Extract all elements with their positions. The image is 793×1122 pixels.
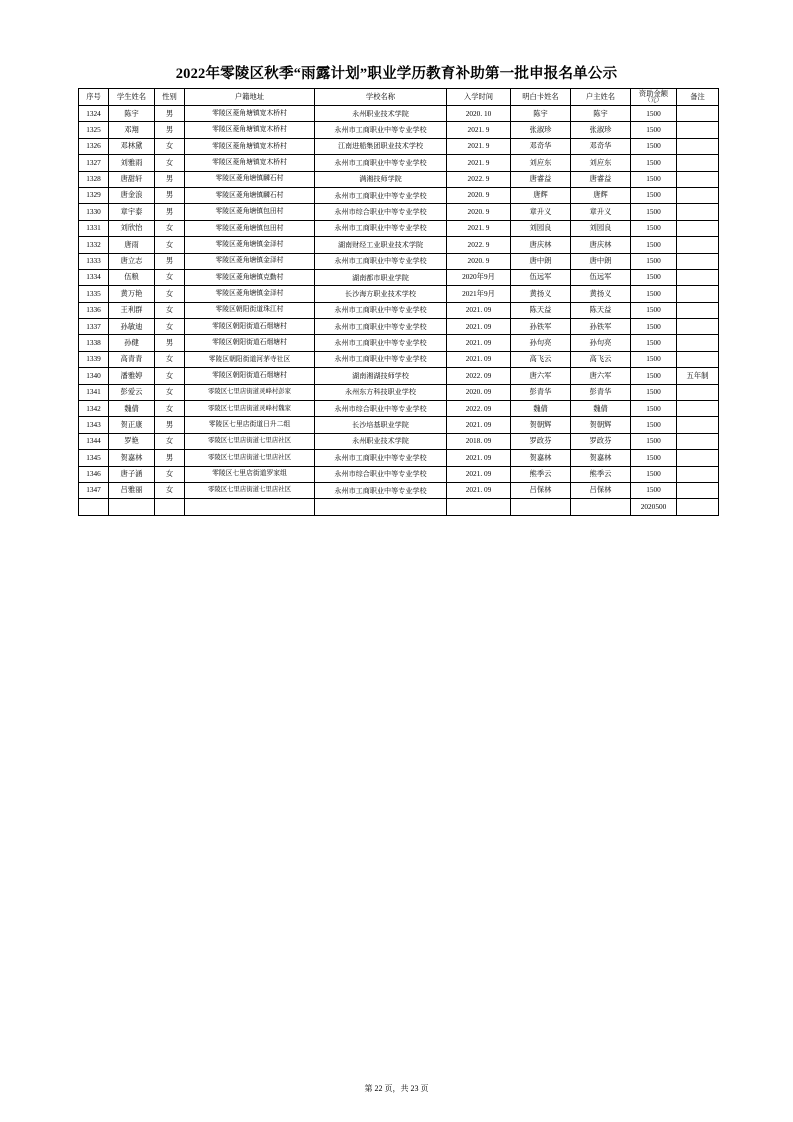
cell-amount: 1500 bbox=[631, 220, 677, 236]
cell-student-name: 潘雅婷 bbox=[109, 368, 155, 384]
cell-student-name: 唐子涵 bbox=[109, 466, 155, 482]
cell-address: 零陵区七里店街道灵峰村彭家 bbox=[185, 384, 315, 400]
column-header-seq: 序号 bbox=[79, 89, 109, 106]
cell-gender: 男 bbox=[155, 450, 185, 466]
cell-amount: 1500 bbox=[631, 319, 677, 335]
cell-seq: 1328 bbox=[79, 171, 109, 187]
table-row bbox=[79, 450, 719, 466]
cell-enrollment-date: 2020年9月 bbox=[447, 269, 511, 285]
cell-gender: 女 bbox=[155, 220, 185, 236]
cell-school: 永州市工商职业中等专业学校 bbox=[315, 319, 447, 335]
cell-enrollment-date: 2020. 09 bbox=[447, 384, 511, 400]
cell-remark bbox=[677, 286, 719, 302]
cell-school: 永州市工商职业中等专业学校 bbox=[315, 187, 447, 203]
cell-seq: 1343 bbox=[79, 417, 109, 433]
cell-householder: 魏倩 bbox=[571, 401, 631, 417]
table-row bbox=[79, 122, 719, 138]
table-row bbox=[79, 417, 719, 433]
cell-remark bbox=[677, 466, 719, 482]
cell-enrollment-date: 2021. 09 bbox=[447, 450, 511, 466]
cell-enrollment-date: 2021. 09 bbox=[447, 351, 511, 367]
cell-address: 零陵区七里店街道日升二组 bbox=[185, 417, 315, 433]
column-header-amount-unit: （元） bbox=[644, 97, 663, 104]
cell-householder: 熊季云 bbox=[571, 466, 631, 482]
cell-householder: 伍远军 bbox=[571, 269, 631, 285]
cell-gender: 女 bbox=[155, 302, 185, 318]
cell-enrollment-date: 2021. 09 bbox=[447, 417, 511, 433]
cell-amount: 1500 bbox=[631, 122, 677, 138]
cell-householder: 贺嘉林 bbox=[571, 450, 631, 466]
table-header bbox=[79, 89, 719, 106]
cell-total-empty bbox=[109, 499, 155, 515]
cell-enrollment-date: 2021. 09 bbox=[447, 302, 511, 318]
cell-amount: 1500 bbox=[631, 138, 677, 154]
cell-remark bbox=[677, 187, 719, 203]
column-header-remark: 备注 bbox=[677, 89, 719, 106]
cell-amount: 1500 bbox=[631, 335, 677, 351]
cell-card-name: 贺嘉林 bbox=[511, 450, 571, 466]
cell-enrollment-date: 2022. 09 bbox=[447, 368, 511, 384]
table-row bbox=[79, 204, 719, 220]
table-row bbox=[79, 106, 719, 122]
cell-householder: 贺朝辉 bbox=[571, 417, 631, 433]
cell-remark bbox=[677, 450, 719, 466]
cell-total-empty bbox=[571, 499, 631, 515]
cell-enrollment-date: 2020. 10 bbox=[447, 106, 511, 122]
cell-student-name: 罗艳 bbox=[109, 433, 155, 449]
cell-card-name: 孙句亮 bbox=[511, 335, 571, 351]
cell-remark bbox=[677, 417, 719, 433]
roster-table-container bbox=[78, 88, 718, 516]
cell-gender: 女 bbox=[155, 138, 185, 154]
cell-amount: 1500 bbox=[631, 368, 677, 384]
cell-school: 永州市工商职业中等专业学校 bbox=[315, 302, 447, 318]
cell-seq: 1329 bbox=[79, 187, 109, 203]
cell-address: 零陵区菱角塘镇宽木桥村 bbox=[185, 138, 315, 154]
cell-remark bbox=[677, 106, 719, 122]
table-row bbox=[79, 138, 719, 154]
cell-card-name: 吕保林 bbox=[511, 482, 571, 498]
cell-address: 零陵区七里店街道七里店社区 bbox=[185, 450, 315, 466]
cell-address: 零陵区菱角塘镇麟石村 bbox=[185, 187, 315, 203]
cell-card-name: 贺朝辉 bbox=[511, 417, 571, 433]
column-header-school: 学校名称 bbox=[315, 89, 447, 106]
table-row bbox=[79, 351, 719, 367]
cell-amount: 1500 bbox=[631, 286, 677, 302]
cell-amount: 1500 bbox=[631, 417, 677, 433]
page-title: 2022年零陵区秋季“雨露计划”职业学历教育补助第一批申报名单公示 bbox=[175, 66, 618, 82]
cell-householder: 章升义 bbox=[571, 204, 631, 220]
cell-card-name: 唐中朗 bbox=[511, 253, 571, 269]
cell-address: 零陵区菱角塘镇麟石村 bbox=[185, 171, 315, 187]
cell-card-name: 章升义 bbox=[511, 204, 571, 220]
table-row bbox=[79, 335, 719, 351]
cell-seq: 1326 bbox=[79, 138, 109, 154]
column-header-amount-label: 资助金额 bbox=[638, 89, 669, 99]
cell-gender: 男 bbox=[155, 204, 185, 220]
cell-school: 永州市工商职业中等专业学校 bbox=[315, 335, 447, 351]
cell-householder: 刘应东 bbox=[571, 155, 631, 171]
cell-householder: 唐中朗 bbox=[571, 253, 631, 269]
cell-seq: 1335 bbox=[79, 286, 109, 302]
cell-card-name: 黄扬义 bbox=[511, 286, 571, 302]
cell-card-name: 陈宇 bbox=[511, 106, 571, 122]
cell-gender: 男 bbox=[155, 171, 185, 187]
cell-amount: 1500 bbox=[631, 106, 677, 122]
cell-student-name: 刘雅雨 bbox=[109, 155, 155, 171]
table-row bbox=[79, 302, 719, 318]
cell-school: 湖南财经工业职业技术学院 bbox=[315, 237, 447, 253]
cell-card-name: 彭青华 bbox=[511, 384, 571, 400]
cell-gender: 女 bbox=[155, 155, 185, 171]
cell-enrollment-date: 2021. 09 bbox=[447, 466, 511, 482]
cell-gender: 女 bbox=[155, 319, 185, 335]
table-row bbox=[79, 401, 719, 417]
cell-enrollment-date: 2021年9月 bbox=[447, 286, 511, 302]
cell-remark bbox=[677, 171, 719, 187]
column-header-student-name: 学生姓名 bbox=[109, 89, 155, 106]
cell-gender: 女 bbox=[155, 384, 185, 400]
cell-address: 零陵区菱角塘镇克勤村 bbox=[185, 269, 315, 285]
cell-gender: 女 bbox=[155, 351, 185, 367]
cell-address: 零陵区七里店街道七里店社区 bbox=[185, 433, 315, 449]
cell-remark bbox=[677, 335, 719, 351]
cell-amount: 1500 bbox=[631, 482, 677, 498]
cell-student-name: 王利群 bbox=[109, 302, 155, 318]
cell-card-name: 张淑珍 bbox=[511, 122, 571, 138]
cell-school: 长沙海方职业技术学校 bbox=[315, 286, 447, 302]
cell-remark bbox=[677, 351, 719, 367]
cell-school: 永州市工商职业中等专业学校 bbox=[315, 155, 447, 171]
cell-student-name: 贺嘉林 bbox=[109, 450, 155, 466]
cell-address: 零陵区朝阳街道石烟塘村 bbox=[185, 319, 315, 335]
cell-amount: 1500 bbox=[631, 351, 677, 367]
table-row bbox=[79, 220, 719, 236]
table-row bbox=[79, 269, 719, 285]
cell-card-name: 罗政芬 bbox=[511, 433, 571, 449]
cell-remark bbox=[677, 384, 719, 400]
cell-student-name: 贺正康 bbox=[109, 417, 155, 433]
cell-householder: 孙铁军 bbox=[571, 319, 631, 335]
cell-enrollment-date: 2021. 09 bbox=[447, 482, 511, 498]
cell-seq: 1331 bbox=[79, 220, 109, 236]
column-header-amount bbox=[631, 89, 677, 106]
cell-seq: 1338 bbox=[79, 335, 109, 351]
column-header-householder: 户主姓名 bbox=[571, 89, 631, 106]
cell-student-name: 孙敏迪 bbox=[109, 319, 155, 335]
cell-remark bbox=[677, 319, 719, 335]
cell-seq: 1344 bbox=[79, 433, 109, 449]
cell-enrollment-date: 2021. 09 bbox=[447, 319, 511, 335]
cell-gender: 男 bbox=[155, 253, 185, 269]
column-header-gender: 性别 bbox=[155, 89, 185, 106]
cell-school: 永州市工商职业中等专业学校 bbox=[315, 351, 447, 367]
cell-gender: 女 bbox=[155, 368, 185, 384]
cell-school: 长沙培基职业学院 bbox=[315, 417, 447, 433]
cell-amount: 1500 bbox=[631, 204, 677, 220]
cell-student-name: 伍粮 bbox=[109, 269, 155, 285]
cell-total-empty bbox=[79, 499, 109, 515]
cell-amount: 1500 bbox=[631, 433, 677, 449]
cell-student-name: 邓林黛 bbox=[109, 138, 155, 154]
cell-school: 永州东方科技职业学校 bbox=[315, 384, 447, 400]
cell-enrollment-date: 2020. 9 bbox=[447, 204, 511, 220]
cell-amount: 1500 bbox=[631, 384, 677, 400]
cell-school: 永州职业技术学院 bbox=[315, 433, 447, 449]
cell-total-empty bbox=[155, 499, 185, 515]
cell-student-name: 章宇泰 bbox=[109, 204, 155, 220]
cell-card-name: 唐六军 bbox=[511, 368, 571, 384]
cell-address: 零陵区朝阳街道石烟塘村 bbox=[185, 368, 315, 384]
cell-total-empty bbox=[511, 499, 571, 515]
cell-address: 零陵区菱角塘镇金泽村 bbox=[185, 253, 315, 269]
cell-school: 湖南湘湖技师学校 bbox=[315, 368, 447, 384]
cell-seq: 1330 bbox=[79, 204, 109, 220]
cell-card-name: 高飞云 bbox=[511, 351, 571, 367]
cell-school: 永州市工商职业中等专业学校 bbox=[315, 482, 447, 498]
cell-remark bbox=[677, 155, 719, 171]
cell-enrollment-date: 2022. 9 bbox=[447, 237, 511, 253]
table-row bbox=[79, 253, 719, 269]
cell-amount: 1500 bbox=[631, 450, 677, 466]
cell-school: 湖南都市职业学院 bbox=[315, 269, 447, 285]
cell-seq: 1345 bbox=[79, 450, 109, 466]
cell-remark: 五年制 bbox=[677, 368, 719, 384]
cell-student-name: 吕雅丽 bbox=[109, 482, 155, 498]
cell-address: 零陵区菱角塘镇宽木桥村 bbox=[185, 122, 315, 138]
cell-householder: 唐睿益 bbox=[571, 171, 631, 187]
cell-seq: 1347 bbox=[79, 482, 109, 498]
cell-card-name: 陈天益 bbox=[511, 302, 571, 318]
cell-total-empty bbox=[677, 499, 719, 515]
cell-gender: 女 bbox=[155, 401, 185, 417]
cell-school: 永州市综合职业中等专业学校 bbox=[315, 204, 447, 220]
cell-student-name: 唐甜轩 bbox=[109, 171, 155, 187]
cell-address: 零陵区菱角塘镇宽木桥村 bbox=[185, 106, 315, 122]
cell-seq: 1340 bbox=[79, 368, 109, 384]
table-row bbox=[79, 482, 719, 498]
cell-student-name: 彭爱云 bbox=[109, 384, 155, 400]
cell-student-name: 唐雨 bbox=[109, 237, 155, 253]
table-row bbox=[79, 187, 719, 203]
cell-gender: 女 bbox=[155, 237, 185, 253]
column-header-address: 户籍地址 bbox=[185, 89, 315, 106]
cell-school: 永州市工商职业中等专业学校 bbox=[315, 450, 447, 466]
table-row bbox=[79, 155, 719, 171]
cell-total-amount: 2020500 bbox=[631, 499, 677, 515]
table-row bbox=[79, 368, 719, 384]
cell-gender: 男 bbox=[155, 106, 185, 122]
cell-school: 永州市综合职业中等专业学校 bbox=[315, 466, 447, 482]
cell-total-empty bbox=[447, 499, 511, 515]
cell-student-name: 魏倩 bbox=[109, 401, 155, 417]
cell-student-name: 高青青 bbox=[109, 351, 155, 367]
cell-student-name: 黄万艳 bbox=[109, 286, 155, 302]
cell-enrollment-date: 2018. 09 bbox=[447, 433, 511, 449]
cell-enrollment-date: 2021. 9 bbox=[447, 220, 511, 236]
cell-householder: 高飞云 bbox=[571, 351, 631, 367]
cell-enrollment-date: 2021. 9 bbox=[447, 138, 511, 154]
cell-amount: 1500 bbox=[631, 466, 677, 482]
cell-school: 满湘技师学院 bbox=[315, 171, 447, 187]
cell-gender: 女 bbox=[155, 269, 185, 285]
cell-address: 零陵区七里店街道罗家组 bbox=[185, 466, 315, 482]
cell-remark bbox=[677, 482, 719, 498]
cell-householder: 黄扬义 bbox=[571, 286, 631, 302]
cell-address: 零陵区菱角塘镇包田村 bbox=[185, 204, 315, 220]
cell-gender: 女 bbox=[155, 286, 185, 302]
cell-student-name: 刘欣怡 bbox=[109, 220, 155, 236]
cell-amount: 1500 bbox=[631, 253, 677, 269]
cell-amount: 1500 bbox=[631, 269, 677, 285]
cell-householder: 吕保林 bbox=[571, 482, 631, 498]
cell-card-name: 唐辉 bbox=[511, 187, 571, 203]
cell-total-empty bbox=[315, 499, 447, 515]
cell-card-name: 孙铁军 bbox=[511, 319, 571, 335]
table-row bbox=[79, 319, 719, 335]
cell-address: 零陵区朝阳街道河茅寺社区 bbox=[185, 351, 315, 367]
cell-seq: 1324 bbox=[79, 106, 109, 122]
cell-amount: 1500 bbox=[631, 171, 677, 187]
cell-school: 永州市工商职业中等专业学校 bbox=[315, 220, 447, 236]
cell-householder: 刘园良 bbox=[571, 220, 631, 236]
cell-address: 零陵区菱角塘镇金泽村 bbox=[185, 237, 315, 253]
cell-seq: 1341 bbox=[79, 384, 109, 400]
column-header-card-name: 明白卡姓名 bbox=[511, 89, 571, 106]
cell-amount: 1500 bbox=[631, 155, 677, 171]
cell-householder: 彭青华 bbox=[571, 384, 631, 400]
cell-gender: 女 bbox=[155, 466, 185, 482]
cell-gender: 女 bbox=[155, 482, 185, 498]
cell-amount: 1500 bbox=[631, 401, 677, 417]
cell-householder: 张淑珍 bbox=[571, 122, 631, 138]
cell-address: 零陵区菱角塘镇包田村 bbox=[185, 220, 315, 236]
cell-seq: 1346 bbox=[79, 466, 109, 482]
cell-remark bbox=[677, 433, 719, 449]
cell-gender: 男 bbox=[155, 187, 185, 203]
cell-remark bbox=[677, 302, 719, 318]
cell-householder: 罗政芬 bbox=[571, 433, 631, 449]
cell-remark bbox=[677, 269, 719, 285]
cell-seq: 1342 bbox=[79, 401, 109, 417]
table-row bbox=[79, 171, 719, 187]
cell-student-name: 唐金浪 bbox=[109, 187, 155, 203]
cell-address: 零陵区七里店街道灵峰村魏家 bbox=[185, 401, 315, 417]
cell-school: 永州市工商职业中等专业学校 bbox=[315, 253, 447, 269]
table-row bbox=[79, 433, 719, 449]
cell-householder: 唐六军 bbox=[571, 368, 631, 384]
cell-gender: 男 bbox=[155, 122, 185, 138]
table-row bbox=[79, 466, 719, 482]
cell-address: 零陵区七里店街道七里店社区 bbox=[185, 482, 315, 498]
table-row bbox=[79, 384, 719, 400]
cell-enrollment-date: 2022. 09 bbox=[447, 401, 511, 417]
cell-enrollment-date: 2021. 09 bbox=[447, 335, 511, 351]
cell-remark bbox=[677, 237, 719, 253]
cell-student-name: 陈宇 bbox=[109, 106, 155, 122]
cell-householder: 孙句亮 bbox=[571, 335, 631, 351]
cell-card-name: 魏倩 bbox=[511, 401, 571, 417]
roster-table bbox=[78, 88, 719, 516]
cell-seq: 1333 bbox=[79, 253, 109, 269]
cell-remark bbox=[677, 122, 719, 138]
cell-enrollment-date: 2021. 9 bbox=[447, 155, 511, 171]
cell-card-name: 邓奇华 bbox=[511, 138, 571, 154]
cell-seq: 1339 bbox=[79, 351, 109, 367]
cell-address: 零陵区菱角塘镇宽木桥村 bbox=[185, 155, 315, 171]
cell-address: 零陵区朝阳街道石烟塘村 bbox=[185, 335, 315, 351]
cell-enrollment-date: 2020. 9 bbox=[447, 187, 511, 203]
table-row bbox=[79, 286, 719, 302]
cell-card-name: 刘园良 bbox=[511, 220, 571, 236]
cell-seq: 1327 bbox=[79, 155, 109, 171]
cell-total-empty bbox=[185, 499, 315, 515]
cell-card-name: 唐庆林 bbox=[511, 237, 571, 253]
cell-gender: 女 bbox=[155, 433, 185, 449]
cell-enrollment-date: 2021. 9 bbox=[447, 122, 511, 138]
cell-seq: 1325 bbox=[79, 122, 109, 138]
page-footer: 第 22 页，共 23 页 bbox=[364, 1084, 429, 1093]
cell-school: 永州职业技术学院 bbox=[315, 106, 447, 122]
cell-householder: 陈宇 bbox=[571, 106, 631, 122]
cell-householder: 唐辉 bbox=[571, 187, 631, 203]
cell-card-name: 刘应东 bbox=[511, 155, 571, 171]
cell-gender: 男 bbox=[155, 417, 185, 433]
column-header-enrollment-date: 入学时间 bbox=[447, 89, 511, 106]
cell-remark bbox=[677, 253, 719, 269]
cell-remark bbox=[677, 204, 719, 220]
table-row bbox=[79, 237, 719, 253]
cell-student-name: 唐立志 bbox=[109, 253, 155, 269]
cell-seq: 1337 bbox=[79, 319, 109, 335]
cell-address: 零陵区菱角塘镇金泽村 bbox=[185, 286, 315, 302]
table-body bbox=[79, 106, 719, 516]
cell-amount: 1500 bbox=[631, 237, 677, 253]
cell-seq: 1332 bbox=[79, 237, 109, 253]
cell-amount: 1500 bbox=[631, 302, 677, 318]
cell-student-name: 孙健 bbox=[109, 335, 155, 351]
cell-card-name: 唐睿益 bbox=[511, 171, 571, 187]
cell-remark bbox=[677, 401, 719, 417]
cell-card-name: 伍远军 bbox=[511, 269, 571, 285]
cell-householder: 陈天益 bbox=[571, 302, 631, 318]
cell-school: 永州市综合职业中等专业学校 bbox=[315, 401, 447, 417]
table-header-row bbox=[79, 89, 719, 106]
cell-gender: 男 bbox=[155, 335, 185, 351]
cell-seq: 1336 bbox=[79, 302, 109, 318]
cell-student-name: 邓翔 bbox=[109, 122, 155, 138]
table-total-row bbox=[79, 499, 719, 515]
cell-enrollment-date: 2022. 9 bbox=[447, 171, 511, 187]
cell-school: 永州市工商职业中等专业学校 bbox=[315, 122, 447, 138]
cell-enrollment-date: 2020. 9 bbox=[447, 253, 511, 269]
cell-school: 江南进船集团职业技术学校 bbox=[315, 138, 447, 154]
cell-card-name: 熊季云 bbox=[511, 466, 571, 482]
cell-householder: 邓奇华 bbox=[571, 138, 631, 154]
cell-amount: 1500 bbox=[631, 187, 677, 203]
cell-householder: 唐庆林 bbox=[571, 237, 631, 253]
cell-remark bbox=[677, 220, 719, 236]
cell-address: 零陵区朝阳街道珠江村 bbox=[185, 302, 315, 318]
cell-remark bbox=[677, 138, 719, 154]
cell-seq: 1334 bbox=[79, 269, 109, 285]
